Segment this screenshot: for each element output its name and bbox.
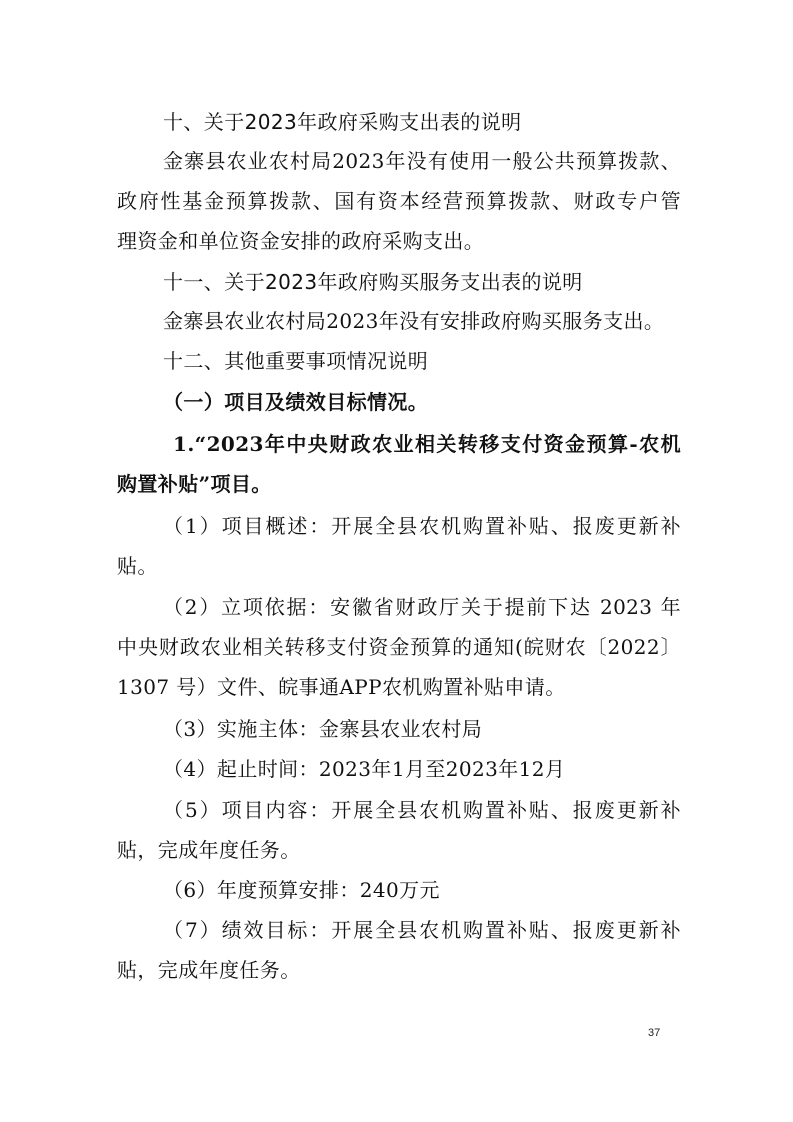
project-basis-line-3: 1307 号）文件、皖事通APP农机购置补贴申请。 xyxy=(117,675,566,699)
project-1-title-line-1: 1.“2023年中央财政农业相关转移支付资金预算-农机 xyxy=(173,432,681,456)
project-basis-line-2: 中央财政农业相关转移支付资金预算的通知(皖财农〔2022〕 xyxy=(117,635,681,659)
section-10-heading: 十、关于2023年政府采购支出表的说明 xyxy=(163,110,522,134)
project-period: （4）起止时间：2023年1月至2023年12月 xyxy=(163,757,566,781)
section-11-heading: 十一、关于2023年政府购买服务支出表的说明 xyxy=(163,270,583,294)
annual-budget: （6）年度预算安排：240万元 xyxy=(163,878,440,902)
section-10-paragraph-line-1: 金寨县农业农村局2023年没有使用一般公共预算拨款、 xyxy=(163,149,681,173)
subsection-1-heading: （一）项目及绩效目标情况。 xyxy=(163,390,429,414)
project-content-line-1: （5）项目内容：开展全县农机购置补贴、报废更新补 xyxy=(163,798,681,822)
implementing-entity: （3）实施主体：金寨县农业农村局 xyxy=(163,717,483,741)
section-11-paragraph: 金寨县农业农村局2023年没有安排政府购买服务支出。 xyxy=(163,309,665,333)
section-10-paragraph-line-2: 政府性基金预算拨款、国有资本经营预算拨款、财政专户管 xyxy=(117,189,681,213)
page-number: 37 xyxy=(648,1027,661,1039)
performance-target-line-2: 贴，完成年度任务。 xyxy=(117,958,301,982)
project-1-title-line-2: 购置补贴”项目。 xyxy=(117,472,272,496)
project-content-line-2: 贴，完成年度任务。 xyxy=(117,838,301,862)
project-basis-line-1: （2）立项依据：安徽省财政厅关于提前下达 2023 年 xyxy=(163,595,681,619)
section-12-heading: 十二、其他重要事项情况说明 xyxy=(163,349,429,373)
project-overview-line-2: 贴。 xyxy=(117,554,158,578)
section-10-paragraph-line-3: 理资金和单位资金安排的政府采购支出。 xyxy=(117,229,485,253)
project-overview-line-1: （1）项目概述：开展全县农机购置补贴、报废更新补 xyxy=(163,514,681,538)
performance-target-line-1: （7）绩效目标：开展全县农机购置补贴、报废更新补 xyxy=(163,918,681,942)
